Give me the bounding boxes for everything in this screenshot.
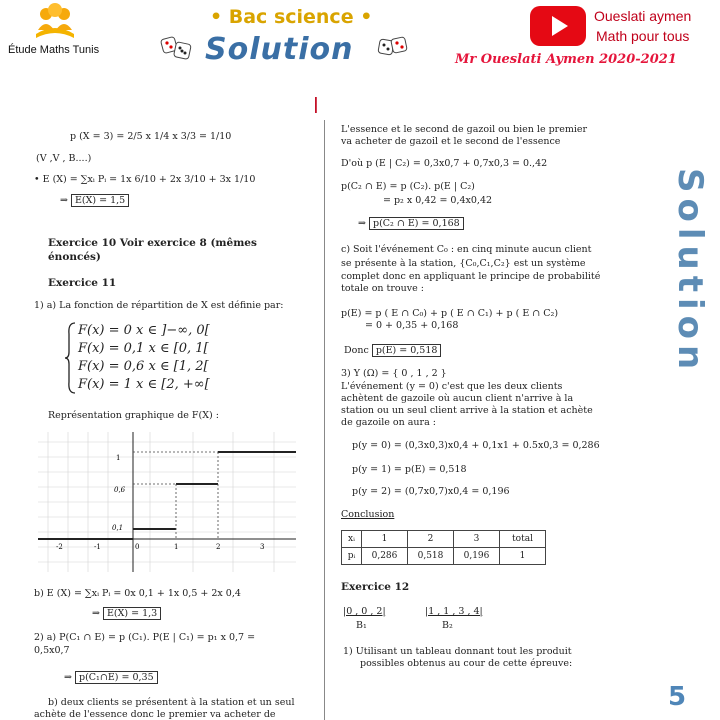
column-divider bbox=[324, 120, 325, 720]
right-line-5: = p₂ x 0,42 = 0,4x0,42 bbox=[383, 195, 493, 206]
x-tick-minus2: -2 bbox=[56, 543, 63, 551]
probability-table bbox=[341, 530, 546, 565]
donc-line bbox=[344, 345, 441, 356]
ex-formula-line: • E (X) = ∑xᵢ Pᵢ = 1x 6/10 + 2x 3/10 + 3x 1/10 bbox=[34, 174, 256, 185]
cdf-line-3: F(x) = 0,6 x ∈ [1, 2[ bbox=[78, 359, 209, 374]
youtube-icon[interactable] bbox=[528, 4, 588, 48]
pe-line-1: p(E) = p ( E ∩ C₀) + p ( E ∩ C₁) + p ( E ∩ C₂) bbox=[341, 308, 559, 319]
channel-tagline: Math pour tous bbox=[596, 28, 690, 44]
exercise-12-heading: Exercice 12 bbox=[341, 581, 410, 593]
table-row bbox=[342, 548, 546, 565]
y-tick-01: 0,1 bbox=[112, 524, 124, 532]
table-cell: xᵢ bbox=[342, 531, 362, 548]
py2-line: p(y = 2) = (0,7x0,7)x0,4 = 0,196 bbox=[352, 486, 510, 497]
arrow-icon: ⇒ bbox=[358, 218, 366, 229]
q12-line-1: 1) Utilisant un tableau donnant tout les produit bbox=[343, 646, 572, 657]
x-tick-1: 1 bbox=[174, 543, 179, 551]
q3-line-a: L'événement (y = 0) c'est que les deux clients bbox=[341, 381, 563, 392]
bac-science-label: • Bac science • bbox=[210, 6, 373, 28]
x-tick-0: 0 bbox=[135, 543, 140, 551]
donc-label: Donc bbox=[344, 345, 369, 356]
eb-line: b) E (X) = ∑xᵢ Pᵢ = 0x 0,1 + 1x 0,5 + 2x 0,4 bbox=[34, 588, 241, 599]
q2a-result-line bbox=[64, 672, 158, 683]
c-line-4: totale on trouve : bbox=[341, 283, 424, 294]
urn-b1-label: B₁ bbox=[356, 620, 367, 631]
c-line-3: complet donc en appliquant le principe de probabilité bbox=[341, 271, 601, 282]
conclusion-heading: Conclusion bbox=[341, 509, 395, 520]
urn-b1: |0 , 0 , 2| bbox=[343, 606, 386, 617]
q12-line-2: possibles obtenus au cour de cette épreuve: bbox=[360, 658, 573, 669]
urn-b2: |1 , 1 , 3 , 4| bbox=[425, 606, 483, 617]
author-year: Mr Oueslati Aymen 2020-2021 bbox=[455, 52, 677, 67]
urn-b2-label: B₂ bbox=[442, 620, 453, 631]
q3-line-b: achètent de gazoile où aucun client n'arrive à la bbox=[341, 393, 574, 404]
ex-result-box: E(X) = 1,5 bbox=[71, 194, 129, 207]
q2a-line-2: 0,5x0,7 bbox=[34, 645, 70, 656]
arrow-icon: ⇒ bbox=[60, 195, 68, 206]
py0-line: p(y = 0) = (0,3x0,3)x0,4 + 0,1x1 + 0.5x0,3 = 0,286 bbox=[352, 440, 600, 451]
q2a-result-box: p(C₁∩E) = 0,35 bbox=[75, 671, 158, 684]
cdf-graph bbox=[38, 432, 296, 572]
q1-text: 1) a) La fonction de répartition de X est définie par: bbox=[34, 300, 284, 311]
exercise-10-heading: Exercice 10 Voir exercice 8 (mêmes bbox=[48, 237, 257, 249]
side-solution-title: Solution bbox=[670, 168, 710, 376]
q2b-line: b) deux clients se présentent à la station et un seul bbox=[48, 697, 295, 708]
py1-line: p(y = 1) = p(E) = 0,518 bbox=[352, 464, 467, 475]
q2a-line: 2) a) P(C₁ ∩ E) = p (C₁). P(E | C₁) = p₁ x 0,7 = bbox=[34, 632, 256, 643]
px3-line: p (X = 3) = 2/5 x 1/4 x 3/3 = 1/10 bbox=[70, 131, 232, 142]
c-line-1: c) Soit l'événement C₀ : en cinq minute aucun client bbox=[341, 244, 592, 255]
dice-icon-right bbox=[376, 34, 410, 64]
pe-line-2: = 0 + 0,35 + 0,168 bbox=[365, 320, 459, 331]
right-line-1: L'essence et le second de gazoil ou bien le premier bbox=[341, 124, 588, 135]
cdf-line-1: F(x) = 0 x ∈ ]−∞, 0[ bbox=[78, 323, 210, 338]
right-line-4: p(C₂ ∩ E) = p (C₂). p(E | C₂) bbox=[341, 181, 475, 192]
x-tick-2: 2 bbox=[216, 543, 221, 551]
pc2e-result-box: p(C₂ ∩ E) = 0,168 bbox=[369, 217, 464, 230]
cdf-line-4: F(x) = 1 x ∈ [2, +∞[ bbox=[78, 377, 210, 392]
page-number: 5 bbox=[668, 682, 687, 712]
table-cell: pᵢ bbox=[342, 548, 362, 565]
table-cell: 1 bbox=[362, 531, 408, 548]
right-line-2: va acheter de gazoil et le second de l'essence bbox=[341, 136, 561, 147]
table-cell: 0,286 bbox=[362, 548, 408, 565]
q3-line-c: station ou un seul client arrive à la station et achète bbox=[341, 405, 593, 416]
table-cell: 0,196 bbox=[454, 548, 500, 565]
right-line-3: D'où p (E | C₂) = 0,3x0,7 + 0,7x0,3 = 0.,42 bbox=[341, 158, 548, 169]
exercise-10-heading-cont: énoncés) bbox=[48, 251, 101, 263]
graph-title: Représentation graphique de F(X) : bbox=[48, 410, 219, 421]
table-cell: 0,518 bbox=[408, 548, 454, 565]
table-cell: 3 bbox=[454, 531, 500, 548]
exercise-11-heading: Exercice 11 bbox=[48, 277, 117, 289]
q3-line-d: de gazoile on aura : bbox=[341, 417, 436, 428]
table-row bbox=[342, 531, 546, 548]
cdf-line-2: F(x) = 0,1 x ∈ [0, 1[ bbox=[78, 341, 209, 356]
c-line-2: se présente à la station, {C₀,C₁,C₂} est un système bbox=[341, 258, 586, 269]
x-tick-minus1: -1 bbox=[94, 543, 101, 551]
logo-text: Étude Maths Tunis bbox=[8, 44, 100, 56]
solution-title: Solution bbox=[205, 32, 354, 67]
table-cell: total bbox=[500, 531, 546, 548]
table-cell: 2 bbox=[408, 531, 454, 548]
eb-result-line bbox=[92, 608, 161, 619]
channel-name[interactable]: Oueslati aymen bbox=[594, 8, 692, 24]
vvb-line: (V ,V , B....) bbox=[36, 153, 92, 164]
etude-maths-logo bbox=[30, 0, 80, 42]
left-brace bbox=[64, 322, 76, 394]
q3-line: 3) Y (Ω) = { 0 , 1 , 2 } bbox=[341, 368, 447, 379]
ex-result-line bbox=[60, 195, 129, 206]
q2b-line-2: achète de l'essence donc le premier va acheter de bbox=[34, 709, 276, 720]
arrow-icon: ⇒ bbox=[64, 672, 72, 683]
x-tick-3: 3 bbox=[260, 543, 265, 551]
y-tick-06: 0,6 bbox=[114, 486, 126, 494]
arrow-icon: ⇒ bbox=[92, 608, 100, 619]
dice-icon-left bbox=[160, 34, 194, 64]
y-tick-1: 1 bbox=[116, 454, 121, 462]
table-cell: 1 bbox=[500, 548, 546, 565]
eb-result-box: E(X) = 1,3 bbox=[103, 607, 161, 620]
top-mark: | bbox=[313, 94, 319, 113]
pe-result-box: p(E) = 0,518 bbox=[372, 344, 442, 357]
right-result-line bbox=[358, 218, 464, 229]
